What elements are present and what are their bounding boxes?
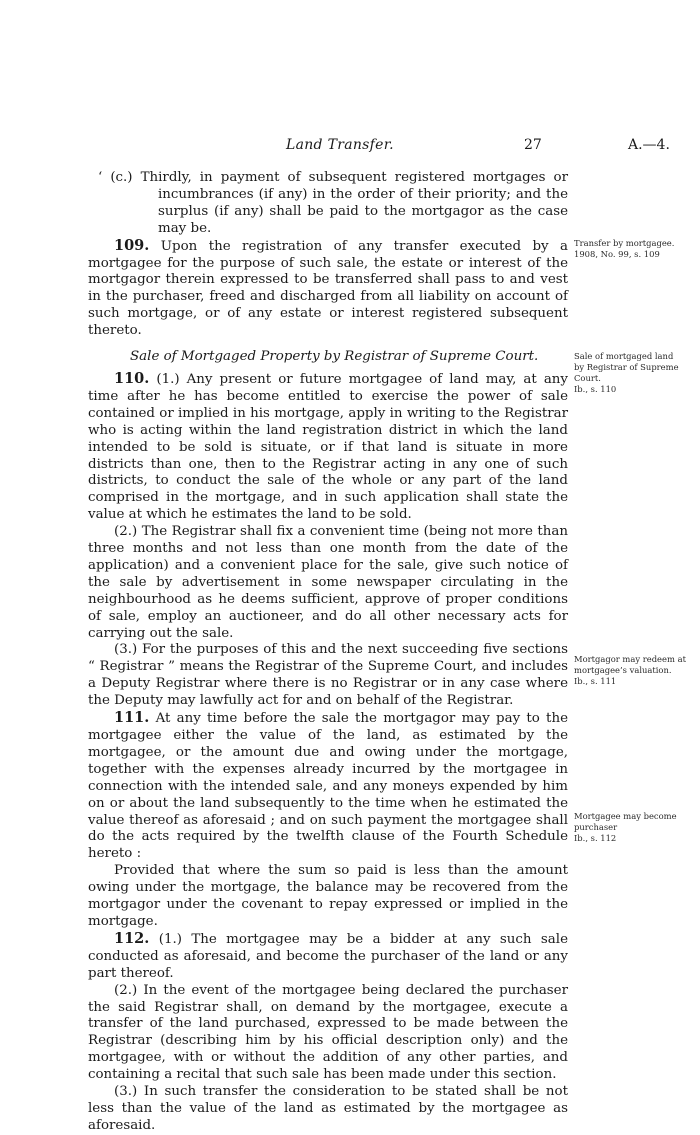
document-reference: A.—4. bbox=[628, 137, 670, 153]
section-111-text: At any time before the sale the mortgagor may pay to the mortgagee either the value of the land, as estimated by the mortgagee, or the amount due and owing under the mortgage, together with the expenses already incurred by the mortgagee in connection with the intended sale, and any moneys expended by him on or about the land subsequently to the time when he estimated the value thereof as aforesaid ; and on such payment the mortgagee shall do the acts required by the twelfth clause of the Fourth Schedule hereto : bbox=[88, 711, 568, 862]
section-112-3: (3.) In such transfer the consideration to be stated shall be not less than the value of the land as estimated by the mortgagee as aforesaid. bbox=[88, 1084, 568, 1133]
page-number: 27 bbox=[524, 137, 542, 153]
margin-note-109 bbox=[574, 238, 686, 260]
main-text-column bbox=[88, 170, 568, 1135]
section-109-number: 109. bbox=[114, 236, 150, 254]
margin-note-111-title: Mortgagor may redeem at mortgagee’s valuation. bbox=[574, 654, 686, 675]
running-header bbox=[0, 137, 700, 155]
section-111-number: 111. bbox=[114, 709, 150, 727]
margin-note-111-ref: Ib., s. 111 bbox=[574, 676, 617, 686]
subheading-sale-by-registrar: Sale of Mortgaged Property by Registrar of Supreme Court. bbox=[130, 349, 539, 365]
margin-note-112-title: Mortgagee may become purchaser bbox=[574, 811, 677, 832]
margin-note-112-ref: Ib., s. 112 bbox=[574, 833, 617, 843]
section-112-2: (2.) In the event of the mortgagee being declared the purchaser the said Registrar shall, on demand by the mortgagee, execute a transfer of the land purchased, expressed to be made between the Registrar (describing him by his official description only) and the mortgagee, with or without the addition of any other parties, and containing a recital that such sale has been made under this section. bbox=[88, 982, 568, 1083]
margin-note-110-ref: Ib., s. 110 bbox=[574, 384, 617, 394]
section-111 bbox=[88, 710, 568, 863]
section-109 bbox=[88, 238, 568, 340]
margin-note-112 bbox=[574, 811, 686, 844]
margin-note-109-ref: 1908, No. 99, s. 109 bbox=[574, 249, 660, 259]
header-title: Land Transfer. bbox=[286, 137, 394, 153]
section-112-1-text: (1.) The mortgagee may be a bidder at any such sale conducted as aforesaid, and become the purchaser of the land or any part thereof. bbox=[88, 931, 568, 981]
margin-note-110 bbox=[574, 351, 686, 395]
section-110-2: (2.) The Registrar shall fix a convenient time (being not more than three months and not less than one month from the date of the application) and a convenient place for the sale, give such notice of the sale by advertisement in some newspaper circulating in the neighbourhood as he deems sufficient, approve of proper conditions of sale, employ an auctioneer, and do all other necessary acts for carrying out the sale. bbox=[88, 524, 568, 641]
margin-note-110-title: Sale of mortgaged land by Registrar of Supreme Court. bbox=[574, 351, 679, 383]
section-110-number: 110. bbox=[114, 369, 150, 387]
paragraph-c: ‘ (c.) Thirdly, in payment of subsequent registered mortgages or incumbrances (if any) in the order of their priority; and the surplus (if any) shall be paid to the mortgagor as the case may be. bbox=[98, 170, 568, 236]
margin-note-109-title: Transfer by mortgagee. bbox=[574, 238, 675, 248]
section-111-proviso: Provided that where the sum so paid is less than the amount owing under the mortgage, the balance may be recovered from the mortgagor under the covenant to repay expressed or implied in the mortgage. bbox=[88, 863, 568, 929]
section-110-1-text: (1.) Any present or future mortgagee of land may, at any time after he has become entitled to exercise the power of sale contained or implied in his mortgage, apply in writing to the Registrar who is acting within the land registration district in which the land intended to be sold is situate, or if that land is situate in more districts than one, then to the Registrar acting in any one of such districts, to conduct the sale of the whole or any part of the land comprised in the mortgage, and in such application shall state the value at which he estimates the land to be sold. bbox=[88, 371, 568, 523]
margin-note-111 bbox=[574, 654, 686, 687]
section-110-3: (3.) For the purposes of this and the next succeeding five sections “ Registrar ” means the Registrar of the Supreme Court, and includes a Deputy Registrar where there is no Registrar or in any case where the Deputy may lawfully act for and on behalf of the Registrar. bbox=[88, 642, 568, 709]
section-112-1 bbox=[88, 931, 568, 983]
section-110-1 bbox=[88, 371, 568, 524]
section-109-text: Upon the registration of any transfer executed by a mortgagee for the purpose of such sale, the estate or interest of the mortgagor therein expressed to be transferred shall pass to and vest in the purchaser, freed and discharged from all liability on account of such mortgage, or of any estate or interest registered subsequent thereto. bbox=[88, 238, 568, 339]
section-112-number: 112. bbox=[114, 929, 150, 947]
